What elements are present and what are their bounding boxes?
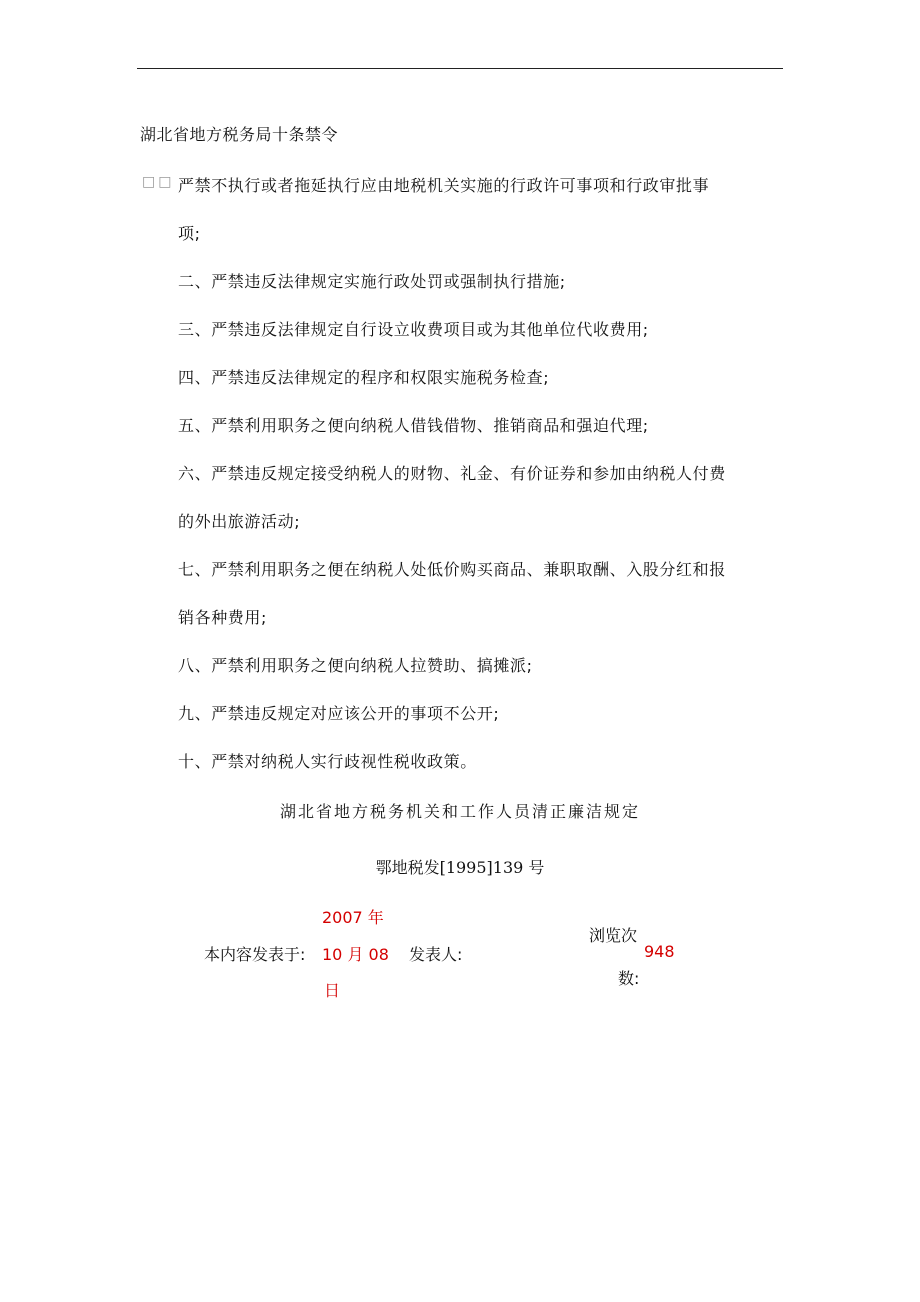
prohibition-item-5: 五、严禁利用职务之便向纳税人借钱借物、推销商品和强迫代理; [178,416,649,435]
prohibition-item-9: 九、严禁违反规定对应该公开的事项不公开; [178,704,500,723]
prohibition-item-3: 三、严禁违反法律规定自行设立收费项目或为其他单位代收费用; [178,320,649,339]
header-rule [137,68,783,69]
views-count: 948 [644,942,675,961]
bullet-marker: □□ [142,174,175,190]
prohibition-item-6a: 六、严禁违反规定接受纳税人的财物、礼金、有价证券和参加由纳税人付费 [178,464,726,483]
prohibition-item-7b: 销各种费用; [178,608,267,627]
prohibition-item-10: 十、严禁对纳税人实行歧视性税收政策。 [178,752,477,771]
section-title: 湖北省地方税务机关和工作人员清正廉洁规定 [279,802,640,821]
author-label: 发表人: [409,945,463,964]
prohibition-item-8: 八、严禁利用职务之便向纳税人拉赞助、搞摊派; [178,656,533,675]
views-label-line2: 数: [618,969,640,988]
publish-date-year: 2007 年 [322,908,384,927]
prohibition-item-1b: 项; [178,224,201,243]
publish-date-day: 日 [324,981,341,1000]
prohibition-item-2: 二、严禁违反法律规定实施行政处罚或强制执行措施; [178,272,566,291]
views-label-line1: 浏览次 [589,926,638,945]
published-label: 本内容发表于: [204,945,306,964]
document-number: 鄂地税发[1995]139 号 [375,858,545,877]
document-title: 湖北省地方税务局十条禁令 [140,125,339,144]
prohibition-item-6b: 的外出旅游活动; [178,512,301,531]
publish-date-monthday: 10 月 08 [322,945,389,964]
prohibition-item-1a: 严禁不执行或者拖延执行应由地税机关实施的行政许可事项和行政审批事 [178,176,710,195]
prohibition-item-7a: 七、严禁利用职务之便在纳税人处低价购买商品、兼职取酬、入股分红和报 [178,560,726,579]
prohibition-item-4: 四、严禁违反法律规定的程序和权限实施税务检查; [178,368,550,387]
